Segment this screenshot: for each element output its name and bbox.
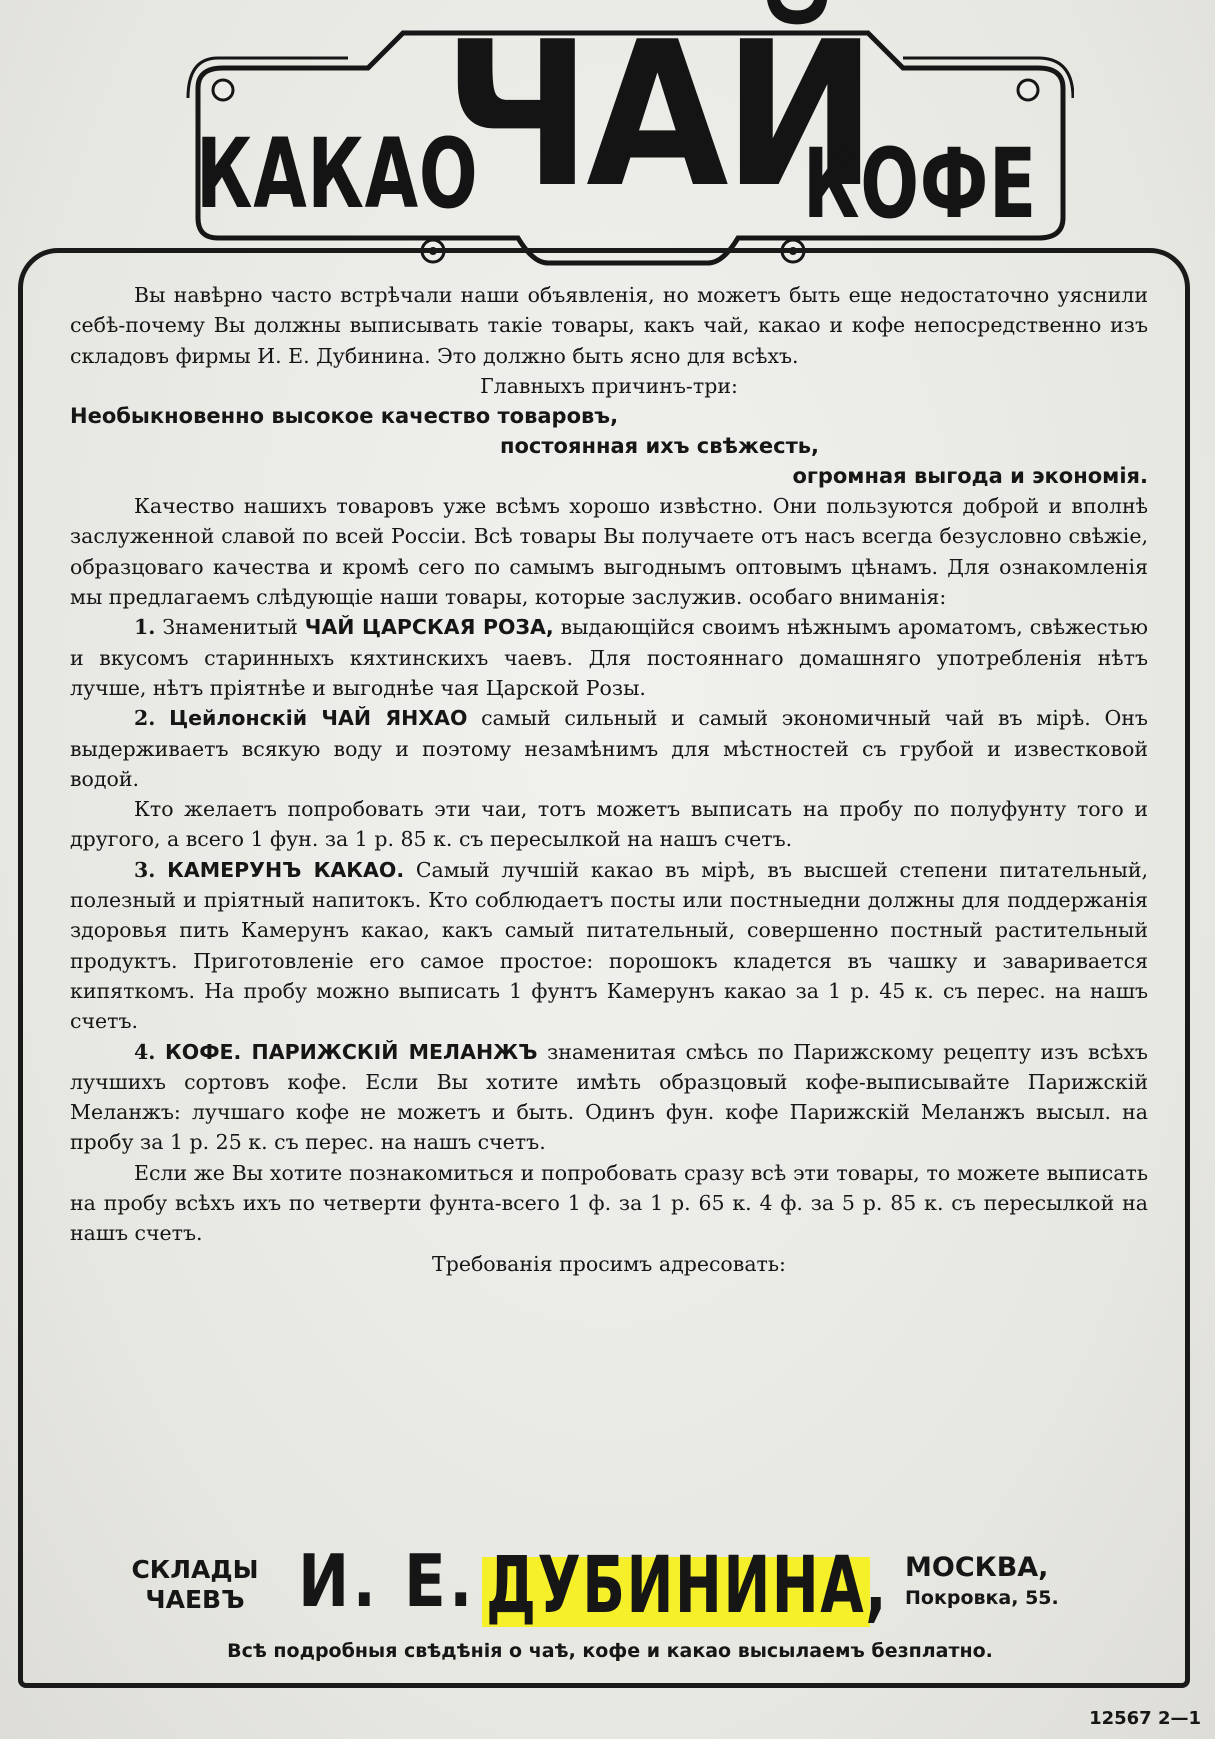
item-title: Цейлонскій ЧАЙ ЯНХАО <box>169 706 468 731</box>
item-title: КАМЕРУНЪ КАКАО. <box>167 857 405 882</box>
header-word-center: ЧАЙ <box>443 0 872 232</box>
sklady-label <box>120 1555 270 1615</box>
item-text: знаменитая смѣсь по Парижскому рецепту изъ всѣхъ лучшихъ сортовъ кофе. Если Вы хотите имѣть образцовый кофе-выписывайте Парижскій Меланжъ: лучшаго кофе не можетъ и быть. Одинъ фун. кофе Парижскій Меланжъ высыл. на пробу за 1 р. 25 к. съ перес. на нашъ счетъ. <box>70 1039 1148 1155</box>
product-item-1 <box>70 612 1148 703</box>
quality-paragraph: Качество нашихъ товаровъ уже всѣмъ хорошо извѣстно. Они пользуются доброй и вполнѣ заслуженной славой по всей Россіи. Всѣ товары Вы получаете отъ насъ всегда безусловно свѣжіе, образцоваго качества и кромѣ сего по самымъ выгоднымъ оптовымъ цѣнамъ. Для ознакомленія мы предлагаемъ слѣдующіе наши товары, которые заслужив. особаго вниманія: <box>70 494 1148 610</box>
ad-body <box>70 280 1148 1279</box>
street: Покровка, 55. <box>905 1587 1059 1609</box>
item-text: Самый лучшій какао въ мірѣ, въ высшей степени питательный, полезный и пріятный напитокъ. Кто соблюдаетъ посты или постныедни должны для поддержанія здоровья пить Камерунъ какао, какъ самый питательный, совершенно постный растительный продуктъ. Приготовленіе его самое простое: порошокъ кладется въ чашку и заваривается кипяткомъ. На пробу можно выписать 1 фунтъ Камерунъ какао за 1 р. 45 к. съ перес. на нашъ счетъ. <box>70 857 1148 1034</box>
address <box>905 1553 1105 1613</box>
city: МОСКВА, <box>905 1552 1049 1583</box>
item-number: 2. <box>134 706 156 731</box>
surname: ДУБИНИНА, <box>486 1541 888 1631</box>
product-item-3 <box>70 855 1148 1037</box>
item-title: КОФЕ. ПАРИЖСКІЙ МЕЛАНЖЪ <box>165 1039 538 1064</box>
item-text: самый сильный и самый экономичный чай въ мірѣ. Онъ выдерживаетъ всякую воду и поэтому незамѣнимъ для мѣстностей съ грубой и известковой водой. <box>70 706 1148 791</box>
reasons-heading: Главныхъ причинъ-три: <box>480 373 738 398</box>
intro-paragraph: Вы навѣрно часто встрѣчали наши объявленія, но можетъ быть еще недостаточно уяснили себѣ-почему Вы должны выписывать такіе товары, какъ чай, какао и кофе непосредственно изъ складовъ фирмы И. Е. Дубинина. Это должно быть ясно для всѣхъ. <box>70 283 1148 368</box>
product-item-2 <box>70 703 1148 794</box>
reason-item: огромная выгода и экономія. <box>792 464 1148 489</box>
item-text: выдающійся своимъ нѣжнымъ ароматомъ, свѣжестью и вкусомъ старинныхъ кяхтинскихъ чаевъ. Для постояннаго домашняго употребленія нѣтъ лучше, нѣтъ пріятнѣе и выгоднѣе чая Царской Розы. <box>70 615 1148 700</box>
reasons-list <box>70 401 1148 491</box>
signature-block <box>120 1539 1100 1631</box>
reason-item: постоянная ихъ свѣжесть, <box>500 434 820 459</box>
header-word-left: КАКАО <box>196 118 479 230</box>
sklady-line-1: СКЛАДЫ <box>131 1555 259 1584</box>
header-word-right: КОФЕ <box>803 128 1037 240</box>
product-item-4 <box>70 1037 1148 1158</box>
item-number: 4. <box>134 1039 156 1064</box>
item-number: 1. <box>134 615 156 640</box>
offer-all-paragraph: Если же Вы хотите познакомиться и попробовать сразу всѣ эти товары, то можете выписать на пробу всѣхъ ихъ по четверти фунта-всего 1 ф. за 1 р. 65 к. 4 ф. за 5 р. 85 к. съ пересылкой на нашъ счетъ. <box>70 1160 1148 1246</box>
ad-code: 12567 2—1 <box>1089 1708 1201 1729</box>
item-title: ЧАЙ ЦАРСКАЯ РОЗА, <box>304 615 554 640</box>
header-banner <box>178 0 1074 278</box>
address-request: Требованія просимъ адресовать: <box>432 1251 786 1276</box>
trial-tea-paragraph: Кто желаетъ попробовать эти чаи, тотъ можетъ выписать на пробу по полуфунту того и другого, а всего 1 фун. за 1 р. 85 к. съ пересылкой на нашъ счетъ. <box>70 797 1148 852</box>
item-pre: Знаменитый <box>162 615 298 640</box>
sklady-line-2: ЧАЕВЪ <box>145 1585 245 1614</box>
reason-item: Необыкновенно высокое качество товаровъ, <box>70 404 619 429</box>
item-number: 3. <box>134 857 156 882</box>
initials: И. Е. <box>298 1539 476 1623</box>
closing-line: Всѣ подробныя свѣдѣнія о чаѣ, кофе и какао высылаемъ безплатно. <box>227 1640 993 1662</box>
